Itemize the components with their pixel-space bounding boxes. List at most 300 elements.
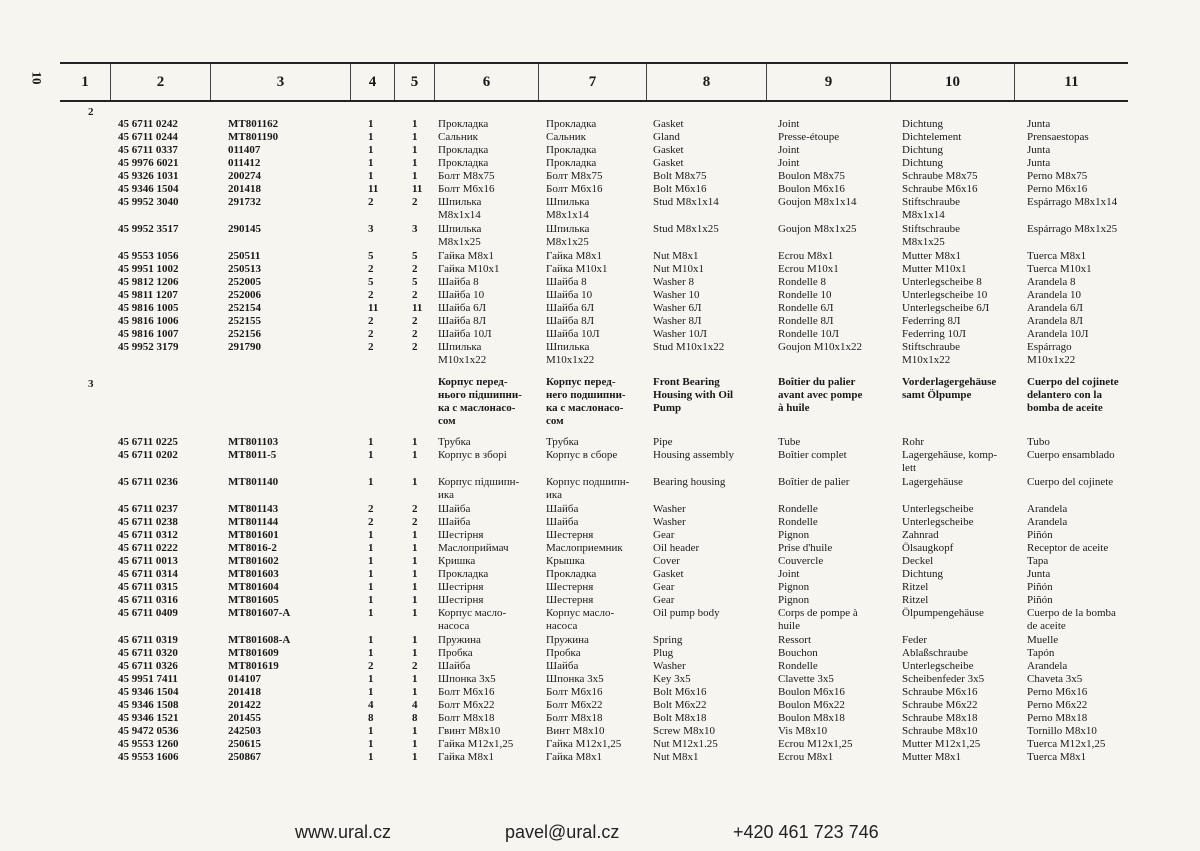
part-number: MT801607-A (228, 607, 291, 619)
qty-total: 1 (412, 647, 418, 659)
name-german: Dichtung (902, 157, 943, 169)
name-spanish: Piñón (1027, 594, 1053, 606)
name-french: Goujon M8x1x14 (778, 196, 857, 208)
part-number: MT801103 (228, 436, 279, 448)
name-french: Pignon (778, 581, 810, 593)
name-english: Bolt M6x22 (653, 699, 707, 711)
qty-per-unit: 2 (368, 315, 374, 327)
part-number: 250615 (228, 738, 261, 750)
name-german: Unterlegscheibe (902, 660, 974, 672)
name-english: Bolt M6x16 (653, 183, 707, 195)
column-header-1: 1 (81, 73, 89, 90)
catalog-number: 45 9951 7411 (118, 673, 178, 685)
name-german: Dichtung (902, 118, 943, 130)
name-spanish: Muelle (1027, 634, 1059, 646)
name-english: Pipe (653, 436, 673, 448)
part-number: MT8016-2 (228, 542, 277, 554)
part-number: MT801609 (228, 647, 279, 659)
name-german: Feder (902, 634, 928, 646)
name-english: Gear (653, 581, 675, 593)
qty-total: 1 (412, 118, 418, 130)
name-german: Unterlegscheibe 10 (902, 289, 988, 301)
name-german: Ablaßschraube (902, 647, 968, 659)
name-ukrainian: Сальник (438, 131, 478, 143)
name-german: Dichtelement (902, 131, 962, 143)
catalog-number: 45 9472 0536 (118, 725, 179, 737)
name-english: Plug (653, 647, 674, 659)
name-french: Pignon (778, 529, 810, 541)
qty-per-unit: 4 (368, 699, 374, 711)
column-header-4: 4 (350, 64, 394, 100)
name-german: Ölpumpengehäuse (902, 607, 984, 619)
name-spanish: Cuerpo ensamblado (1027, 449, 1115, 461)
name-russian: Гайка М10х1 (546, 263, 608, 275)
part-number: 252155 (228, 315, 261, 327)
name-spanish: Arandela (1027, 516, 1068, 528)
name-spanish: Perno M8x75 (1027, 170, 1088, 182)
name-french: Goujon M10x1x22 (778, 341, 863, 353)
catalog-number: 45 9816 1007 (118, 328, 179, 340)
name-ukrainian: Шпилька М10х1х22 (438, 341, 487, 366)
catalog-number: 45 6711 0320 (118, 647, 178, 659)
qty-total: 1 (412, 738, 418, 750)
name-russian: Шайба (546, 503, 579, 515)
name-german: Stiftschraube M10x1x22 (902, 341, 961, 366)
name-ukrainian: Болт М6х22 (438, 699, 495, 711)
name-russian: Крышка (546, 555, 585, 567)
catalog-number: 45 6711 0013 (118, 555, 178, 567)
catalog-number: 45 9976 6021 (118, 157, 179, 169)
qty-per-unit: 1 (368, 144, 374, 156)
name-french: Rondelle (778, 503, 818, 515)
name-english: Cover (653, 555, 680, 567)
part-number: 250513 (228, 263, 261, 275)
qty-per-unit: 2 (368, 263, 374, 275)
catalog-number: 45 6711 0326 (118, 660, 178, 672)
qty-per-unit: 3 (368, 223, 374, 235)
qty-total: 1 (412, 170, 418, 182)
name-russian: Шайба (546, 516, 579, 528)
name-german: Unterlegscheibe 6Л (902, 302, 990, 314)
part-number: 201455 (228, 712, 261, 724)
name-ukrainian: Шайба (438, 503, 471, 515)
name-english: Gear (653, 529, 675, 541)
qty-total: 1 (412, 607, 418, 619)
name-russian: Винт М8х10 (546, 725, 605, 737)
name-spanish: Junta (1027, 157, 1051, 169)
name-english: Washer 10Л (653, 328, 707, 340)
name-german: Unterlegscheibe 8 (902, 276, 982, 288)
name-spanish: Arandela 10Л (1027, 328, 1089, 340)
name-russian: Шпилька М8х1х25 (546, 223, 590, 248)
qty-per-unit: 2 (368, 196, 374, 208)
part-number: MT801143 (228, 503, 279, 515)
name-english: Nut M8x1 (653, 751, 699, 763)
name-french: Clavette 3x5 (778, 673, 834, 685)
name-ukrainian: Пробка (438, 647, 473, 659)
catalog-number: 45 9346 1508 (118, 699, 179, 711)
name-ukrainian: Прокладка (438, 118, 489, 130)
part-number: MT801603 (228, 568, 279, 580)
name-russian: Гайка М12х1,25 (546, 738, 622, 750)
part-number: 242503 (228, 725, 261, 737)
name-ukrainian: Кришка (438, 555, 476, 567)
name-spanish: Espárrago M8x1x25 (1027, 223, 1118, 235)
name-french: Boîtier de palier (778, 476, 850, 488)
qty-per-unit: 11 (368, 302, 379, 314)
name-ukrainian: Корпус підшипн- ика (438, 476, 520, 501)
qty-per-unit: 1 (368, 673, 374, 685)
name-spanish: Perno M6x16 (1027, 183, 1088, 195)
name-french: Rondelle 8 (778, 276, 826, 288)
qty-per-unit: 8 (368, 712, 374, 724)
catalog-number: 45 6711 0238 (118, 516, 178, 528)
name-english: Oil pump body (653, 607, 720, 619)
catalog-number: 45 9811 1207 (118, 289, 178, 301)
column-header-7: 7 (538, 64, 646, 100)
name-russian: Прокладка (546, 157, 597, 169)
part-number: 290145 (228, 223, 261, 235)
qty-per-unit: 1 (368, 725, 374, 737)
qty-total: 1 (412, 476, 418, 488)
qty-per-unit: 1 (368, 647, 374, 659)
part-number: MT801604 (228, 581, 279, 593)
name-spanish: Piñón (1027, 529, 1053, 541)
footer-website[interactable]: www.ural.cz (295, 822, 392, 842)
heading-name-spanish: Cuerpo del cojinete delantero con la bomba de aceite (1027, 376, 1119, 414)
catalog-number: 45 6711 0314 (118, 568, 178, 580)
name-french: Bouchon (778, 647, 818, 659)
name-ukrainian: Гайка М12х1,25 (438, 738, 514, 750)
heading-name-russian: Корпус перед- него подшипни- ка с маслонасо- сом (546, 376, 626, 427)
part-number: MT801162 (228, 118, 279, 130)
catalog-number: 45 6711 0202 (118, 449, 178, 461)
name-german: Lagergehäuse, komp- lett (902, 449, 998, 474)
name-french: Rondelle (778, 516, 818, 528)
name-english: Washer 6Л (653, 302, 702, 314)
qty-per-unit: 1 (368, 686, 374, 698)
qty-total: 1 (412, 144, 418, 156)
qty-per-unit: 1 (368, 131, 374, 143)
qty-per-unit: 1 (368, 581, 374, 593)
name-ukrainian: Корпус масло- насоса (438, 607, 507, 632)
catalog-number: 45 9553 1606 (118, 751, 179, 763)
name-english: Gear (653, 594, 675, 606)
qty-per-unit: 1 (368, 634, 374, 646)
name-russian: Прокладка (546, 144, 597, 156)
column-header-5: 5 (394, 64, 434, 100)
name-ukrainian: Шайба 10 (438, 289, 485, 301)
name-spanish: Junta (1027, 118, 1051, 130)
name-ukrainian: Шайба (438, 516, 471, 528)
catalog-number: 45 9346 1521 (118, 712, 179, 724)
name-german: Dichtung (902, 144, 943, 156)
name-german: Ölsaugkopf (902, 542, 954, 554)
name-ukrainian: Гвинт М8х10 (438, 725, 501, 737)
name-english: Gasket (653, 118, 684, 130)
name-english: Washer (653, 660, 686, 672)
name-english: Stud M10x1x22 (653, 341, 725, 353)
part-number: 201418 (228, 686, 261, 698)
name-english: Screw M8x10 (653, 725, 716, 737)
name-russian: Шайба 6Л (546, 302, 595, 314)
name-english: Key 3x5 (653, 673, 691, 685)
name-ukrainian: Трубка (438, 436, 471, 448)
name-german: Ritzel (902, 594, 929, 606)
name-ukrainian: Корпус в зборі (438, 449, 507, 461)
name-russian: Шестерня (546, 594, 594, 606)
part-number: MT801144 (228, 516, 279, 528)
catalog-number: 45 9951 1002 (118, 263, 179, 275)
column-header-9: 9 (766, 64, 890, 100)
name-french: Rondelle 10Л (778, 328, 839, 340)
qty-total: 5 (412, 276, 418, 288)
name-german: Schraube M6x16 (902, 183, 978, 195)
name-ukrainian: Гайка М8х1 (438, 250, 494, 262)
name-russian: Пробка (546, 647, 581, 659)
name-spanish: Arandela 6Л (1027, 302, 1084, 314)
part-number: 201422 (228, 699, 261, 711)
qty-total: 2 (412, 315, 418, 327)
name-english: Washer (653, 516, 686, 528)
name-english: Bolt M6x16 (653, 686, 707, 698)
catalog-number: 45 6711 0312 (118, 529, 178, 541)
part-number: 011407 (228, 144, 261, 156)
name-german: Rohr (902, 436, 924, 448)
name-ukrainian: Шайба 8 (438, 276, 479, 288)
name-english: Oil header (653, 542, 700, 554)
heading-name-ukrainian: Корпус перед- нього підшипни- ка с маслонасо- сом (438, 376, 522, 427)
column-header-10: 10 (890, 64, 1014, 100)
qty-total: 4 (412, 699, 418, 711)
name-spanish: Receptor de aceite (1027, 542, 1109, 554)
catalog-number: 45 6711 0242 (118, 118, 178, 130)
name-spanish: Chaveta 3x5 (1027, 673, 1083, 685)
part-number: MT801608-A (228, 634, 291, 646)
catalog-number: 45 6711 0236 (118, 476, 178, 488)
name-russian: Шайба 8Л (546, 315, 595, 327)
name-ukrainian: Шестірня (438, 529, 484, 541)
qty-per-unit: 1 (368, 607, 374, 619)
part-number: 250511 (228, 250, 261, 262)
name-ukrainian: Шайба 6Л (438, 302, 487, 314)
catalog-number: 45 6711 0244 (118, 131, 178, 143)
name-german: Mutter M10x1 (902, 263, 967, 275)
name-german: Schraube M6x16 (902, 686, 978, 698)
name-russian: Шестерня (546, 529, 594, 541)
name-russian: Корпус подшипн- ика (546, 476, 630, 501)
name-russian: Шпилька М8х1х14 (546, 196, 590, 221)
name-spanish: Arandela 10 (1027, 289, 1082, 301)
name-spanish: Tuerca M10x1 (1027, 263, 1092, 275)
name-ukrainian: Болт М8х18 (438, 712, 495, 724)
part-number: 201418 (228, 183, 261, 195)
name-spanish: Espárrago M10x1x22 (1027, 341, 1076, 366)
qty-total: 1 (412, 581, 418, 593)
name-french: Rondelle 10 (778, 289, 832, 301)
catalog-number: 45 9553 1056 (118, 250, 179, 262)
name-english: Bearing housing (653, 476, 726, 488)
qty-per-unit: 1 (368, 751, 374, 763)
name-english: Gland (653, 131, 680, 143)
name-english: Nut M8x1 (653, 250, 699, 262)
name-russian: Сальник (546, 131, 586, 143)
part-number: 252006 (228, 289, 261, 301)
catalog-number: 45 9816 1006 (118, 315, 179, 327)
catalog-number: 45 9346 1504 (118, 183, 179, 195)
name-ukrainian: Прокладка (438, 157, 489, 169)
name-ukrainian: Шестірня (438, 594, 484, 606)
catalog-number: 45 9553 1260 (118, 738, 179, 750)
name-russian: Прокладка (546, 118, 597, 130)
name-russian: Шайба 10Л (546, 328, 600, 340)
name-german: Scheibenfeder 3x5 (902, 673, 985, 685)
part-number: 291732 (228, 196, 261, 208)
column-header-row (60, 62, 1128, 102)
name-spanish: Arandela (1027, 660, 1068, 672)
name-german: Schraube M6x22 (902, 699, 978, 711)
name-english: Washer (653, 503, 686, 515)
name-ukrainian: Шестірня (438, 581, 484, 593)
name-english: Stud M8x1x25 (653, 223, 719, 235)
catalog-number: 45 6711 0222 (118, 542, 178, 554)
catalog-number: 45 9812 1206 (118, 276, 179, 288)
qty-total: 1 (412, 725, 418, 737)
qty-total: 1 (412, 542, 418, 554)
qty-per-unit: 1 (368, 594, 374, 606)
name-french: Tube (778, 436, 801, 448)
qty-per-unit: 5 (368, 250, 374, 262)
name-ukrainian: Пружина (438, 634, 481, 646)
name-french: Rondelle 6Л (778, 302, 834, 314)
name-german: Unterlegscheibe (902, 516, 974, 528)
qty-total: 1 (412, 131, 418, 143)
name-french: Prise d'huile (778, 542, 833, 554)
name-spanish: Tuerca M12x1,25 (1027, 738, 1106, 750)
name-spanish: Tuerca M8x1 (1027, 751, 1087, 763)
catalog-number: 45 6711 0225 (118, 436, 178, 448)
name-russian: Болт М8х75 (546, 170, 603, 182)
heading-name-french: Boîtier du palier avant avec pompe à huile (778, 376, 863, 414)
page-number: 10 (29, 71, 45, 85)
name-russian: Болт М8х18 (546, 712, 603, 724)
qty-per-unit: 2 (368, 516, 374, 528)
qty-total: 1 (412, 673, 418, 685)
name-german: Unterlegscheibe (902, 503, 974, 515)
name-spanish: Tornillo M8x10 (1027, 725, 1097, 737)
part-number: MT801619 (228, 660, 279, 672)
name-english: Bolt M8x75 (653, 170, 707, 182)
column-header-3: 3 (210, 64, 350, 100)
name-spanish: Junta (1027, 144, 1051, 156)
name-ukrainian: Шпилька М8х1х14 (438, 196, 482, 221)
qty-per-unit: 1 (368, 118, 374, 130)
name-french: Pignon (778, 594, 810, 606)
qty-total: 3 (412, 223, 418, 235)
qty-total: 8 (412, 712, 418, 724)
column-header-11: 11 (1014, 64, 1128, 100)
catalog-number: 45 9326 1031 (118, 170, 179, 182)
footer-email[interactable]: pavel@ural.cz (505, 822, 620, 842)
catalog-number: 45 9816 1005 (118, 302, 179, 314)
name-german: Lagergehäuse (902, 476, 963, 488)
name-german: Schraube M8x75 (902, 170, 978, 182)
part-number: 014107 (228, 673, 261, 685)
name-french: Vis M8x10 (778, 725, 828, 737)
qty-total: 1 (412, 436, 418, 448)
name-german: Federring 10Л (902, 328, 966, 340)
name-russian: Шпилька М10х1х22 (546, 341, 595, 366)
qty-total: 1 (412, 686, 418, 698)
part-number: 250867 (228, 751, 261, 763)
qty-total: 1 (412, 529, 418, 541)
name-french: Joint (778, 144, 800, 156)
name-russian: Шайба 8 (546, 276, 587, 288)
name-english: Gasket (653, 144, 684, 156)
part-number: 252156 (228, 328, 261, 340)
name-german: Dichtung (902, 568, 943, 580)
qty-total: 2 (412, 263, 418, 275)
name-russian: Корпус масло- насоса (546, 607, 615, 632)
name-french: Boulon M6x22 (778, 699, 845, 711)
name-russian: Маслоприемник (546, 542, 623, 554)
name-russian: Болт М6х22 (546, 699, 603, 711)
name-english: Washer 8 (653, 276, 694, 288)
qty-total: 2 (412, 289, 418, 301)
qty-total: 2 (412, 328, 418, 340)
column-header-2: 2 (110, 64, 210, 100)
name-russian: Корпус в сборе (546, 449, 618, 461)
name-russian: Шпонка 3х5 (546, 673, 604, 685)
name-french: Ecrou M8x1 (778, 751, 834, 763)
qty-per-unit: 1 (368, 529, 374, 541)
qty-per-unit: 1 (368, 449, 374, 461)
name-spanish: Perno M6x16 (1027, 686, 1088, 698)
qty-per-unit: 5 (368, 276, 374, 288)
qty-total: 1 (412, 568, 418, 580)
column-header-8: 8 (646, 64, 766, 100)
name-german: Schraube M8x18 (902, 712, 978, 724)
name-ukrainian: Шайба 10Л (438, 328, 492, 340)
qty-total: 2 (412, 516, 418, 528)
name-german: Stiftschraube M8x1x14 (902, 196, 961, 221)
name-french: Ecrou M8x1 (778, 250, 834, 262)
catalog-number: 45 6711 0337 (118, 144, 178, 156)
qty-total: 5 (412, 250, 418, 262)
part-number: MT801602 (228, 555, 279, 567)
qty-per-unit: 1 (368, 738, 374, 750)
name-french: Boîtier complet (778, 449, 847, 461)
name-ukrainian: Шайба (438, 660, 471, 672)
qty-total: 1 (412, 157, 418, 169)
name-russian: Пружина (546, 634, 589, 646)
name-french: Ecrou M12x1,25 (778, 738, 853, 750)
name-russian: Шайба (546, 660, 579, 672)
name-russian: Гайка М8х1 (546, 250, 602, 262)
name-french: Ecrou M10x1 (778, 263, 839, 275)
qty-per-unit: 1 (368, 157, 374, 169)
section-label: 3 (88, 378, 94, 390)
name-french: Rondelle (778, 660, 818, 672)
qty-total: 1 (412, 449, 418, 461)
catalog-number: 45 6711 0409 (118, 607, 178, 619)
name-english: Nut M12x1.25 (653, 738, 718, 750)
name-english: Washer 10 (653, 289, 700, 301)
name-spanish: Tapa (1027, 555, 1049, 567)
qty-per-unit: 1 (368, 476, 374, 488)
catalog-number: 45 9952 3179 (118, 341, 179, 353)
name-russian: Трубка (546, 436, 579, 448)
